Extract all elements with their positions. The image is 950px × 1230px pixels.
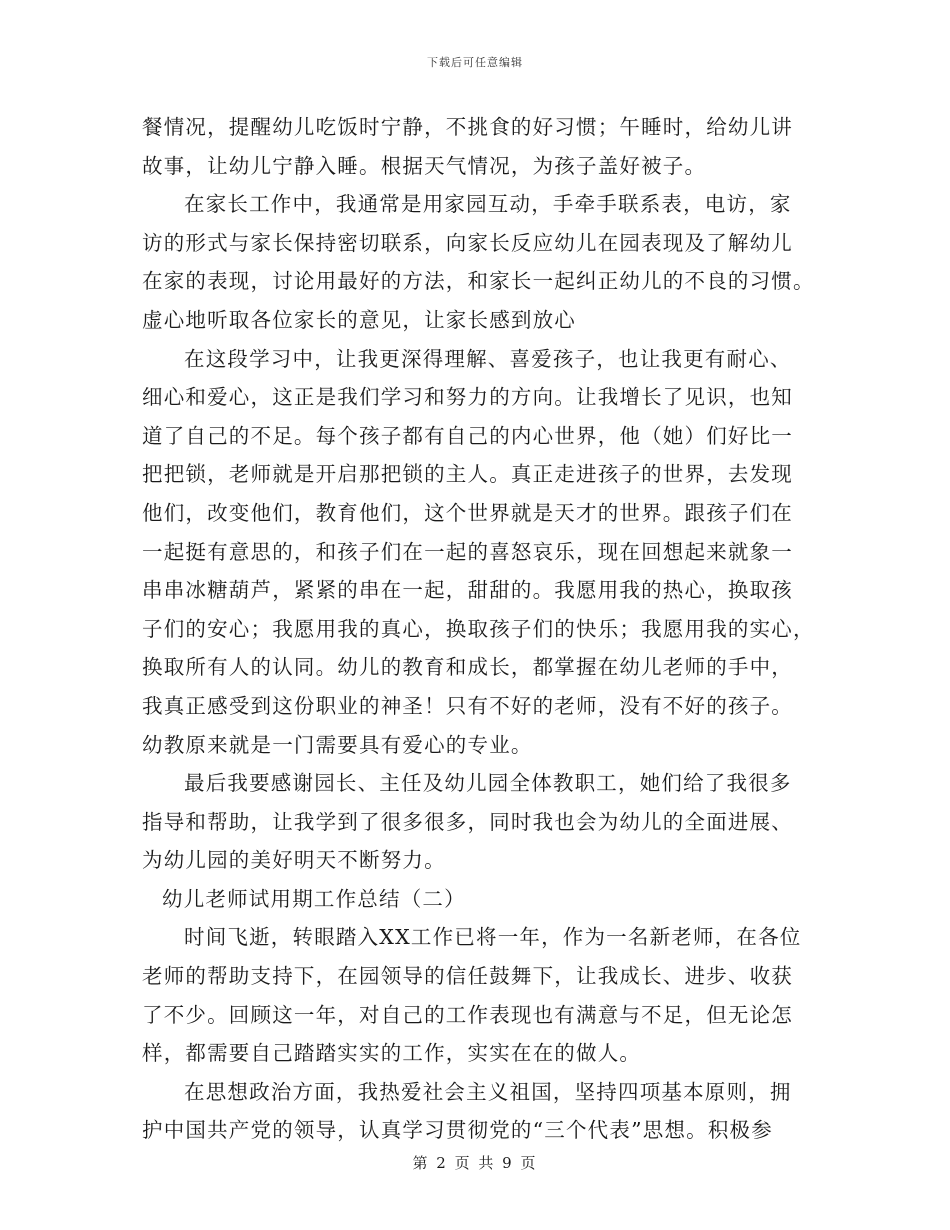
paragraph-start-line: 在家长工作中，我通常是用家园互动，手牵手联系表，电访，家 <box>184 192 792 217</box>
text-line: 我真正感受到这份职业的神圣！只有不好的老师，没有不好的孩子。 <box>142 693 793 718</box>
text-line: 把把锁，老师就是开启那把锁的主人。真正走进孩子的世界，去发现 <box>142 462 793 487</box>
document-body <box>142 108 815 1150</box>
text-line: 在家的表现，讨论用最好的方法，和家长一起纠正幼儿的不良的习惯。 <box>142 269 815 294</box>
text-line: 幼教原来就是一门需要具有爱心的专业。 <box>142 732 533 757</box>
text-line: 串串冰糖葫芦，紧紧的串在一起，甜甜的。我愿用我的热心，换取孩 <box>142 578 793 603</box>
header-note: 下载后可任意编辑 <box>427 56 523 69</box>
text-line: 虚心地听取各位家长的意见，让家长感到放心 <box>142 307 576 332</box>
text-line: 样，都需要自己踏踏实实的工作，实实在在的做人。 <box>142 1041 642 1066</box>
page-number-footer: 第 2 页 共 9 页 <box>412 1154 538 1172</box>
text-line: 子们的安心；我愿用我的真心，换取孩子们的快乐；我愿用我的实心， <box>142 616 815 641</box>
text-line: 指导和帮助，让我学到了很多很多，同时我也会为幼儿的全面进展、 <box>142 809 793 834</box>
text-line: 了不少。回顾这一年，对自己的工作表现也有满意与不足，但无论怎 <box>142 1002 793 1027</box>
text-line: 访的形式与家长保持密切联系，向家长反应幼儿在园表现及了解幼儿 <box>142 230 793 255</box>
text-line: 细心和爱心，这正是我们学习和努力的方向。让我增长了见识，也知 <box>142 385 793 410</box>
paragraph-start-line: 在这段学习中，让我更深得理解、喜爱孩子，也让我更有耐心、 <box>184 346 792 371</box>
text-line: 道了自己的不足。每个孩子都有自己的内心世界，他（她）们好比一 <box>142 423 793 448</box>
text-line: 一起挺有意思的，和孩子们在一起的喜怒哀乐，现在回想起来就象一 <box>142 539 793 564</box>
paragraph-start-line: 时间飞逝，转眼踏入XX工作已将一年，作为一名新老师，在各位 <box>184 925 802 950</box>
text-line: 护中国共产党的领导，认真学习贯彻党的“三个代表”思想。积极参 <box>142 1118 773 1143</box>
text-line: 他们，改变他们，教育他们，这个世界就是天才的世界。跟孩子们在 <box>142 500 793 525</box>
text-line: 餐情况，提醒幼儿吃饭时宁静，不挑食的好习惯；午睡时，给幼儿讲 <box>142 115 793 139</box>
text-line: 老师的帮助支持下，在园领导的信任鼓舞下，让我成长、进步、收获 <box>142 964 793 989</box>
paragraph-start-line: 最后我要感谢园长、主任及幼儿园全体教职工，她们给了我很多 <box>184 771 792 796</box>
text-line: 换取所有人的认同。幼儿的教育和成长，都掌握在幼儿老师的手中， <box>142 655 793 680</box>
text-line: 故事，让幼儿宁静入睡。根据天气情况，为孩子盖好被子。 <box>142 153 707 178</box>
section-heading: 幼儿老师试用期工作总结（二） <box>162 886 466 911</box>
text-line: 为幼儿园的美好明天不断努力。 <box>142 848 446 873</box>
paragraph-start-line: 在思想政治方面，我热爱社会主义祖国，坚持四项基本原则，拥 <box>184 1079 792 1104</box>
